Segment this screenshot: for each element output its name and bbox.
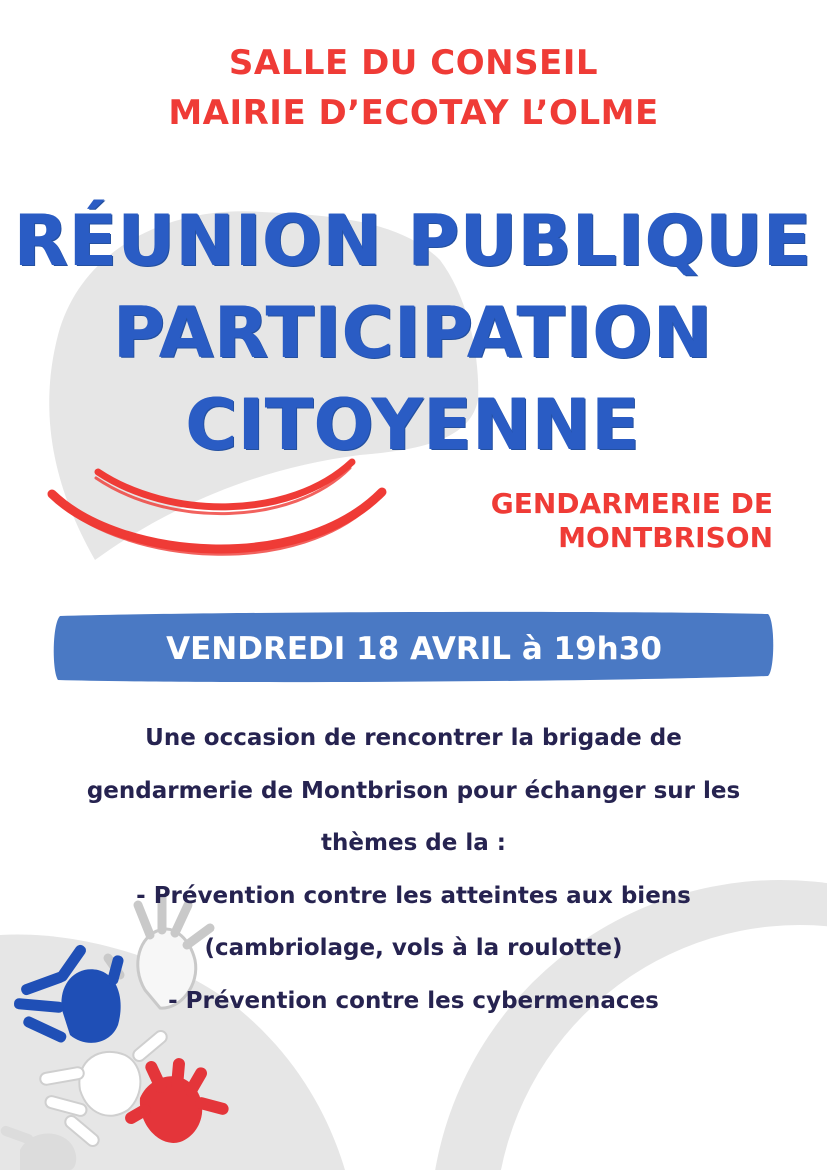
organizer [373,487,773,555]
description [0,712,827,1027]
description-bullet-1: - Prévention contre les atteintes aux biens [136,882,691,909]
organizer-line-1: GENDARMERIE DE [490,487,773,520]
date-banner: VENDREDI 18 AVRIL à 19h30 [166,631,662,667]
title-line-3: CITOYENNE [186,384,641,466]
description-bullet-2: - Prévention contre les cybermenaces [168,987,659,1014]
description-line: Une occasion de rencontrer la brigade de [145,725,682,751]
organizer-line-2: MONTBRISON [558,521,773,554]
venue [0,38,827,138]
description-line: (cambriolage, vols à la roulotte) [204,935,623,961]
venue-line-2: MAIRIE D’ECOTAY L’OLME [168,93,659,133]
title-line-1: RÉUNION PUBLIQUE [14,200,813,282]
description-line: thèmes de la : [321,830,506,856]
description-line: gendarmerie de Montbrison pour échanger sur les [86,777,741,804]
venue-line-1: SALLE DU CONSEIL [228,43,599,83]
title-line-2: PARTICIPATION [113,292,714,374]
page-title [0,195,827,471]
